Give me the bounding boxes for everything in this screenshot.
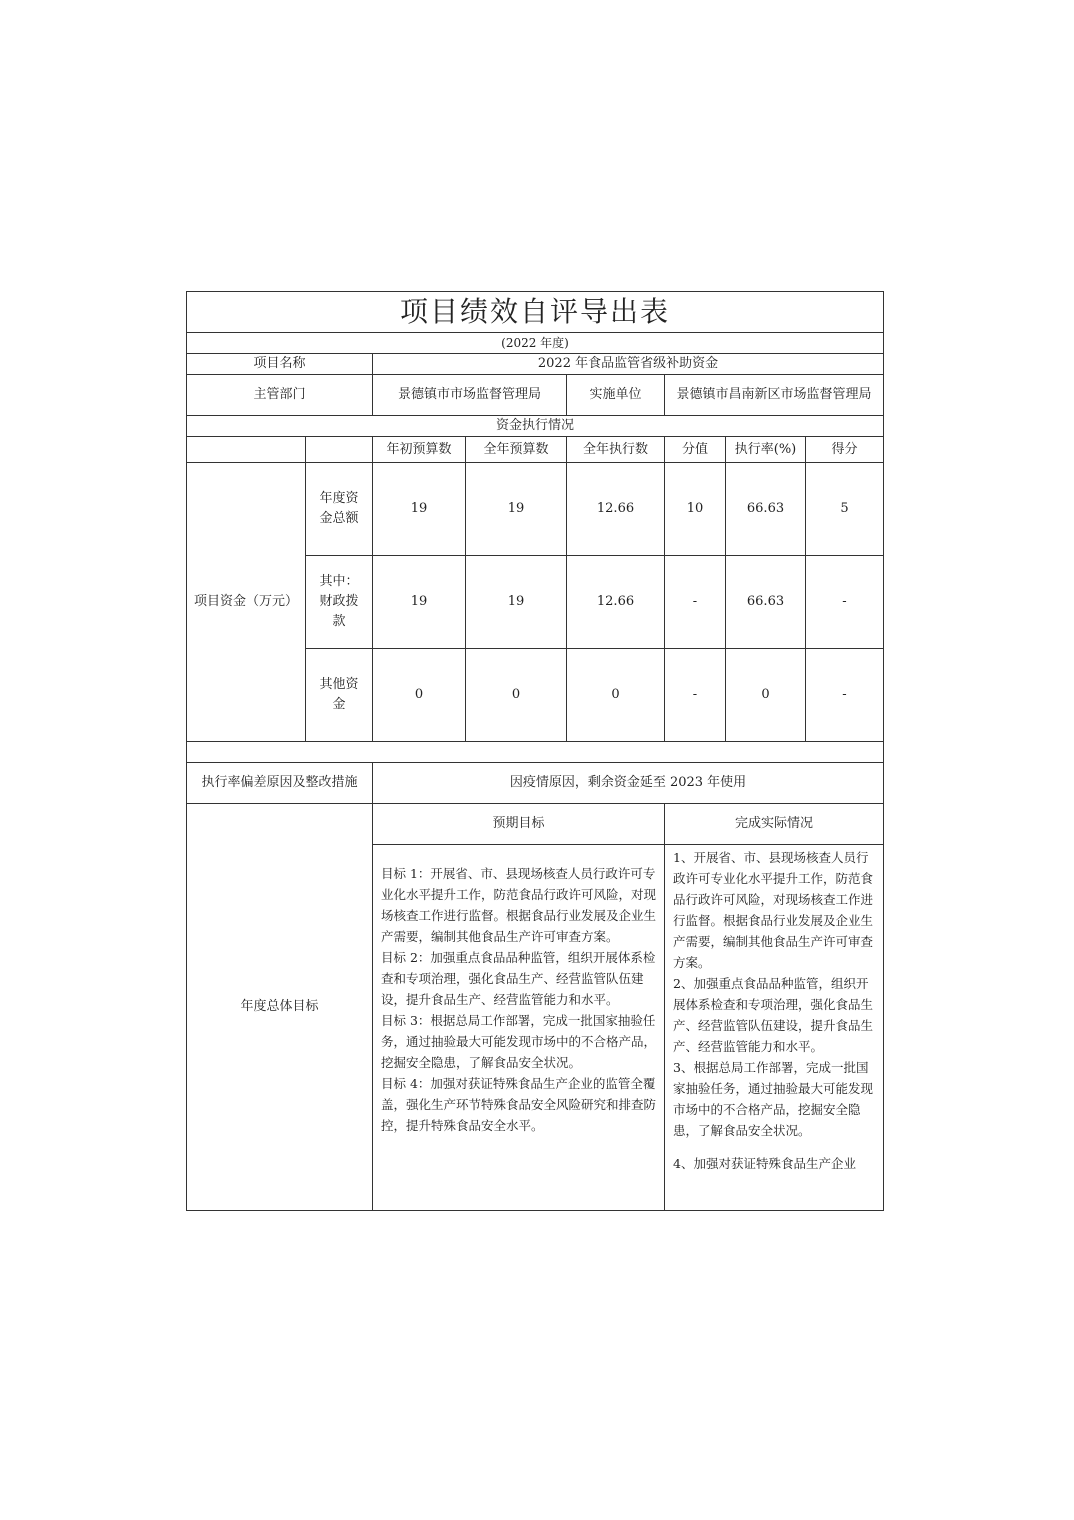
cell: 19 — [466, 463, 567, 556]
cell: 0 — [726, 649, 806, 742]
expected-goals — [373, 845, 665, 1211]
cell: 0 — [466, 649, 567, 742]
dept-label: 主管部门 — [187, 375, 373, 416]
cell: 0 — [567, 649, 665, 742]
funds-group-label: 项目资金（万元） — [187, 463, 306, 742]
header-initial-budget: 年初预算数 — [373, 437, 466, 463]
row-label-total: 年度资金总额 — [306, 463, 373, 556]
header-score-weight: 分值 — [665, 437, 726, 463]
header-score: 得分 — [806, 437, 884, 463]
cell: - — [806, 649, 884, 742]
actual-result-2: 2、加强重点食品品种监管，组织开展体系检查和专项治理，强化食品生产、经营监管队伍建设，提升食品生产、经营监管能力和水平。 — [673, 976, 874, 1054]
spacer-row — [187, 742, 884, 763]
project-name-value: 2022 年食品监管省级补助资金 — [373, 354, 884, 375]
cell: - — [665, 649, 726, 742]
cell: 19 — [373, 463, 466, 556]
header-execution-rate: 执行率(%) — [726, 437, 806, 463]
unit-value: 景德镇市昌南新区市场监督管理局 — [665, 375, 884, 416]
expected-header: 预期目标 — [373, 804, 665, 845]
deviation-value: 因疫情原因，剩余资金延至 2023 年使用 — [373, 763, 884, 804]
actual-result-1: 1、开展省、市、县现场核查人员行政许可专业化水平提升工作，防范食品行政许可风险，对现场核查工作进行监督。根据食品行业发展及企业生产需要，编制其他食品生产许可审查方案。 — [673, 850, 874, 970]
row-label-other: 其他资金 — [306, 649, 373, 742]
header-blank-2 — [306, 437, 373, 463]
header-annual-budget: 全年预算数 — [466, 437, 567, 463]
dept-value: 景德镇市市场监督管理局 — [373, 375, 567, 416]
deviation-label: 执行率偏差原因及整改措施 — [187, 763, 373, 804]
cell: 12.66 — [567, 463, 665, 556]
expected-goal-1: 目标 1：开展省、市、县现场核查人员行政许可专业化水平提升工作，防范食品行政许可风险，对现场核查工作进行监督。根据食品行业发展及企业生产需要，编制其他食品生产许可审查方案。 — [381, 866, 657, 944]
header-annual-executed: 全年执行数 — [567, 437, 665, 463]
cell: 10 — [665, 463, 726, 556]
cell: 5 — [806, 463, 884, 556]
project-name-label: 项目名称 — [187, 354, 373, 375]
cell: - — [665, 556, 726, 649]
cell: - — [806, 556, 884, 649]
goals-label: 年度总体目标 — [187, 804, 373, 1211]
page-title: 项目绩效自评导出表 — [187, 292, 884, 333]
actual-result-3: 3、根据总局工作部署，完成一批国家抽验任务，通过抽验最大可能发现市场中的不合格产品，挖掘安全隐患，了解食品安全状况。 — [673, 1060, 874, 1138]
actual-results — [665, 845, 884, 1211]
cell: 19 — [373, 556, 466, 649]
funds-section-title: 资金执行情况 — [187, 416, 884, 437]
cell: 0 — [373, 649, 466, 742]
cell: 19 — [466, 556, 567, 649]
expected-goal-2: 目标 2：加强重点食品品种监管，组织开展体系检查和专项治理，强化食品生产、经营监管队伍建设，提升食品生产、经营监管能力和水平。 — [381, 950, 656, 1007]
header-blank — [187, 437, 306, 463]
cell: 66.63 — [726, 463, 806, 556]
actual-result-4: 4、加强对获证特殊食品生产企业 — [673, 1156, 856, 1171]
unit-label: 实施单位 — [567, 375, 665, 416]
cell: 66.63 — [726, 556, 806, 649]
report-year: (2022 年度) — [187, 333, 884, 354]
row-label-fiscal: 其中：财政拨款 — [306, 556, 373, 649]
expected-goal-3: 目标 3：根据总局工作部署，完成一批国家抽验任务，通过抽验最大可能发现市场中的不合格产品，挖掘安全隐患，了解食品安全状况。 — [381, 1013, 657, 1070]
expected-goal-4: 目标 4：加强对获证特殊食品生产企业的监管全覆盖，强化生产环节特殊食品安全风险研究和排查防控，提升特殊食品安全水平。 — [381, 1076, 657, 1133]
actual-header: 完成实际情况 — [665, 804, 884, 845]
self-evaluation-table — [186, 291, 884, 1211]
cell: 12.66 — [567, 556, 665, 649]
